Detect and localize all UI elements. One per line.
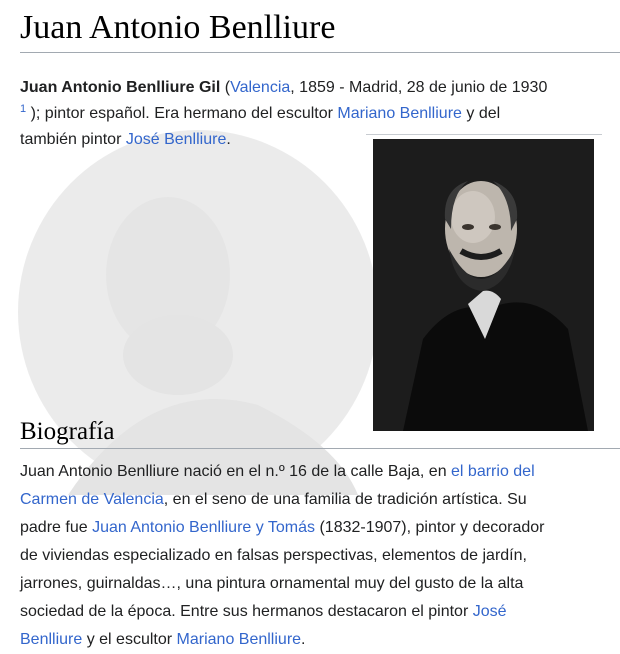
section-heading-biografia: Biografía [20,418,115,445]
text: (1832-1907), pintor y decorador [315,519,545,536]
jose-benlliure-link[interactable]: José Benlliure [125,131,227,148]
text: ( [220,79,231,96]
bio-line: jarrones, guirnaldas…, una pintura ornamental muy del gusto de la alta [20,575,524,592]
section-divider [20,448,620,449]
valencia-link[interactable]: Valencia [230,79,291,96]
barrio-link[interactable]: el barrio del [451,463,535,480]
bio-line [20,514,620,542]
text: y el escultor [82,631,177,648]
bold-name: Juan Antonio Benlliure Gil [20,79,221,96]
text: y del [461,105,501,122]
text: . [226,131,231,148]
carmen-valencia-link[interactable]: Carmen de Valencia [20,491,164,508]
bio-line [20,458,620,486]
bio-line [20,598,620,626]
father-link[interactable]: Juan Antonio Benlliure y Tomás [92,519,316,536]
thumbnail-border [366,134,602,135]
bio-line [20,486,620,514]
text: . [301,631,306,648]
bio-line [20,626,620,654]
text: ); pintor español. Era hermano del escultor [26,105,338,122]
title-divider [20,52,620,53]
jose-link-part1[interactable]: José [472,603,507,620]
text: sociedad de la época. Entre sus hermanos destacaron el pintor [20,603,473,620]
footnote-ref[interactable]: 1 [20,103,27,115]
text: padre fue [20,519,93,536]
mariano-benlliure-link[interactable]: Mariano Benlliure [337,105,462,122]
text: Juan Antonio Benlliure nació en el n.º 16 de la calle Baja, en [20,463,452,480]
intro-line [20,101,620,127]
biography-paragraph [20,458,620,654]
text: también pintor [20,131,126,148]
bio-line: de viviendas especializado en falsas perspectivas, elementos de jardín, [20,547,527,564]
jose-link-part2[interactable]: Benlliure [20,631,83,648]
mariano-benlliure-link-2[interactable]: Mariano Benlliure [176,631,302,648]
page-title: Juan Antonio Benlliure [20,9,336,46]
portrait-image[interactable] [373,139,594,431]
text: , en el seno de una familia de tradición artística. Su [163,491,527,508]
text: , 1859 - Madrid, 28 de junio de 1930 [290,79,548,96]
intro-line [20,75,620,101]
